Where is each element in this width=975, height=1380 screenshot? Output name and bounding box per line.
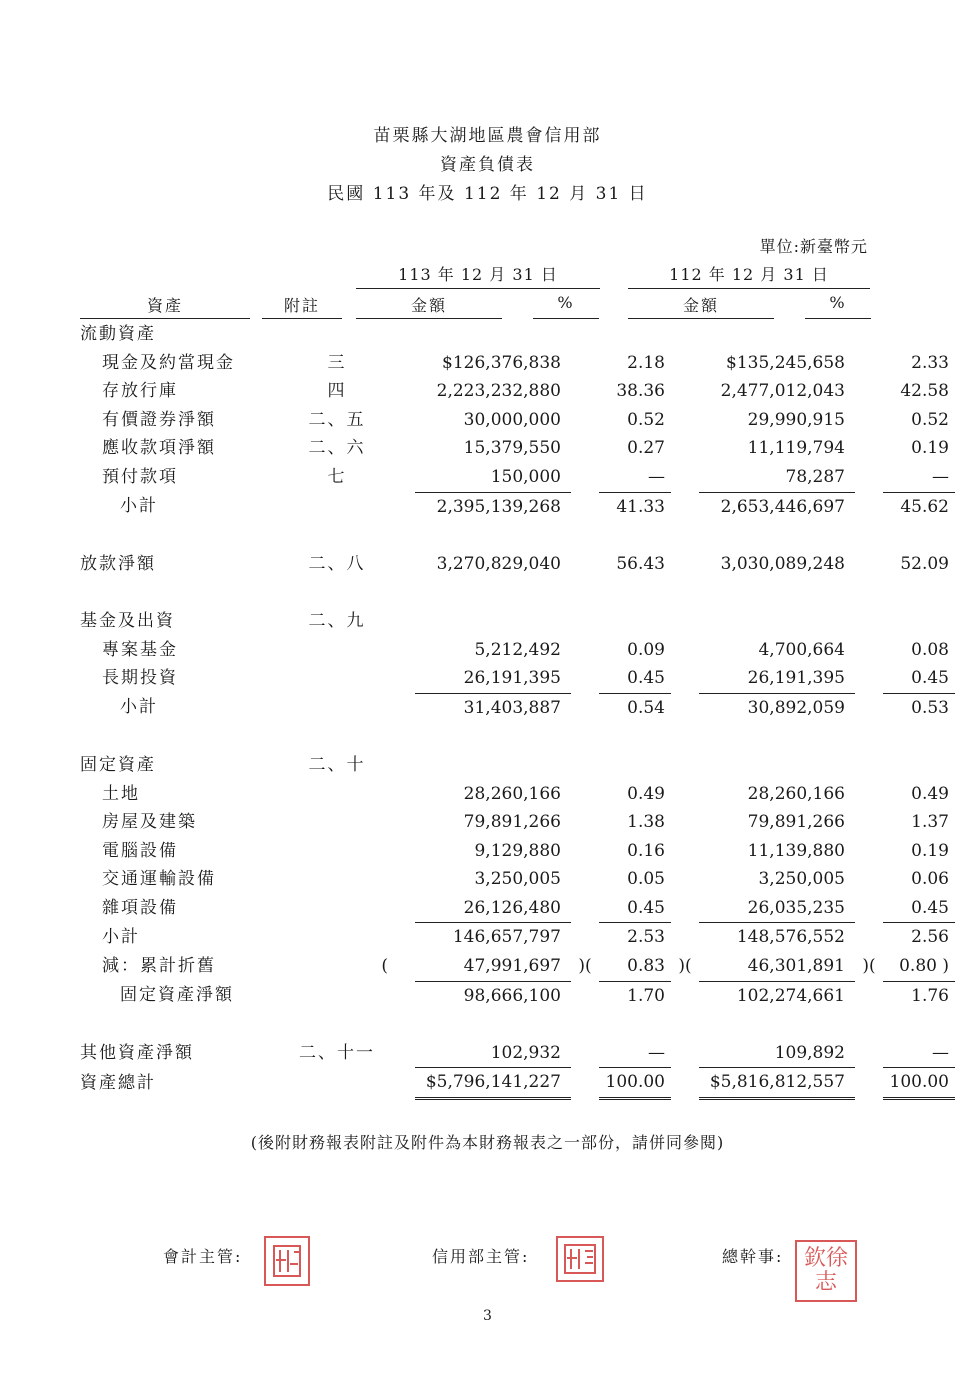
pct-112: 0.08 xyxy=(911,639,949,660)
amount-112: 46,301,891 xyxy=(747,956,845,977)
row-special-fund xyxy=(80,636,955,665)
pct-112: 2.56 xyxy=(883,923,955,952)
col-header-112: 112 年 12 月 31 日 xyxy=(669,265,829,284)
label: 有價證券淨額 xyxy=(102,409,216,430)
pct-112: 42.58 xyxy=(900,381,949,402)
amount-113: 3,270,829,040 xyxy=(436,553,561,574)
pct-113: 41.33 xyxy=(599,492,671,521)
amount-113: 3,250,005 xyxy=(474,869,561,890)
pct-113: 0.49 xyxy=(627,783,665,804)
label: 流動資產 xyxy=(80,324,156,344)
amount-112: 3,030,089,248 xyxy=(720,553,845,574)
general-manager-seal: 欽徐志 xyxy=(795,1240,857,1302)
row-receivable xyxy=(80,434,955,463)
pct-112: 45.62 xyxy=(883,492,955,521)
currency-unit: 單位:新臺幣元 xyxy=(759,237,868,256)
amount-113: 30,000,000 xyxy=(463,409,561,430)
sig-accountant-label: 會計主管: xyxy=(163,1247,243,1266)
row-computer xyxy=(80,837,955,866)
pct-113: 100.00 xyxy=(599,1068,671,1099)
label: 小計 xyxy=(120,496,158,517)
amount-112: 3,250,005 xyxy=(758,869,845,890)
amount-112: 148,576,552 xyxy=(699,923,855,952)
note: 二、八 xyxy=(308,553,366,574)
amount-113: 15,379,550 xyxy=(463,438,561,459)
note: 七 xyxy=(327,467,347,488)
amount-112: 4,700,664 xyxy=(758,639,845,660)
row-prepay xyxy=(80,463,955,492)
row-longterm-investment xyxy=(80,664,955,693)
label: 固定資產淨額 xyxy=(120,985,234,1006)
pct-113: 0.45 xyxy=(627,897,665,918)
header-pct-113: % xyxy=(557,293,575,312)
amount-112: 11,139,880 xyxy=(747,840,845,861)
amount-113: 9,129,880 xyxy=(474,840,561,861)
amount-112: 78,287 xyxy=(785,466,845,487)
label: 放款淨額 xyxy=(80,553,156,574)
note: 二、六 xyxy=(308,438,366,459)
amount-113: 47,991,697 xyxy=(463,956,561,977)
amount-113: 26,191,395 xyxy=(463,668,561,689)
note: 二、九 xyxy=(308,610,366,631)
amount-113: 150,000 xyxy=(490,466,561,487)
pct-112: 0.45 xyxy=(911,668,949,689)
label: 長期投資 xyxy=(102,668,178,689)
amount-112: 2,477,012,043 xyxy=(720,381,845,402)
pct-112: 0.19 xyxy=(911,438,949,459)
row-building xyxy=(80,808,955,837)
pct-113: 0.27 xyxy=(627,438,665,459)
accountant-seal xyxy=(264,1236,310,1286)
pct-113: 38.36 xyxy=(616,381,665,402)
amount-112: 30,892,059 xyxy=(699,693,855,722)
sig-general-manager-label: 總幹事: xyxy=(722,1247,784,1266)
note: 三 xyxy=(327,352,347,373)
row-land xyxy=(80,780,955,809)
pct-113: 2.18 xyxy=(627,352,665,373)
pct-113: 0.09 xyxy=(627,639,665,660)
pct-113: 1.38 xyxy=(627,812,665,833)
amount-112: 102,274,661 xyxy=(699,981,855,1010)
amount-112: 109,892 xyxy=(774,1042,845,1063)
amount-112: 26,191,395 xyxy=(747,668,845,689)
amount-113: 98,666,100 xyxy=(415,981,571,1010)
balance-sheet-table xyxy=(80,320,955,1100)
row-funds xyxy=(80,607,955,636)
pct-112: 0.49 xyxy=(911,783,949,804)
rule-112 xyxy=(628,288,870,289)
row-loans xyxy=(80,550,955,579)
label: 雜項設備 xyxy=(102,898,178,919)
pct-113: 0.05 xyxy=(627,869,665,890)
row-fixed-assets xyxy=(80,751,955,780)
label: 預付款項 xyxy=(102,467,178,488)
pct-112: 0.06 xyxy=(911,869,949,890)
row-fixed-net xyxy=(80,981,955,1010)
amount-113: 26,126,480 xyxy=(463,897,561,918)
pct-112: — xyxy=(932,466,949,487)
pct-112: 52.09 xyxy=(900,553,949,574)
pct-112: 1.37 xyxy=(911,812,949,833)
note: 二、十 xyxy=(308,754,366,775)
label: 其他資產淨額 xyxy=(80,1043,194,1064)
amount-113: 2,395,139,268 xyxy=(415,492,571,521)
pct-112: 0.45 xyxy=(911,897,949,918)
credit-manager-seal xyxy=(556,1236,604,1282)
amount-113: 31,403,887 xyxy=(415,693,571,722)
label: 現金及約當現金 xyxy=(102,352,235,373)
pct-113: 0.45 xyxy=(627,668,665,689)
amount-112: 11,119,794 xyxy=(747,438,845,459)
amount-113: 28,260,166 xyxy=(463,783,561,804)
sig-credit-manager-label: 信用部主管: xyxy=(432,1247,530,1266)
amount-112: 29,990,915 xyxy=(747,409,845,430)
note: 二、十一 xyxy=(299,1043,375,1064)
label: 房屋及建築 xyxy=(102,812,197,833)
pct-112: 0.80 ) xyxy=(899,956,949,977)
label: 電腦設備 xyxy=(102,840,178,861)
header-item: 資產 xyxy=(146,296,183,315)
pct-113: 0.16 xyxy=(627,840,665,861)
row-other-assets xyxy=(80,1039,955,1068)
pct-112: — xyxy=(932,1042,949,1063)
row-transport xyxy=(80,865,955,894)
header-amount-113: 金額 xyxy=(410,296,447,315)
header-amount-112: 金額 xyxy=(682,296,719,315)
header-note: 附註 xyxy=(283,296,320,315)
pct-113: 0.83 xyxy=(627,956,665,977)
col-header-113: 113 年 12 月 31 日 xyxy=(398,265,558,284)
label: 減：累計折舊 xyxy=(102,956,216,977)
amount-112: 2,653,446,697 xyxy=(699,492,855,521)
row-cash xyxy=(80,349,955,378)
row-total-assets xyxy=(80,1068,955,1099)
row-funds-subtotal xyxy=(80,693,955,722)
amount-113: 102,932 xyxy=(490,1042,561,1063)
amount-113: $126,376,838 xyxy=(442,352,561,373)
row-current-subtotal xyxy=(80,492,955,521)
label: 交通運輸設備 xyxy=(102,869,216,890)
row-deposit xyxy=(80,377,955,406)
rule-113 xyxy=(356,288,600,289)
amount-113: 2,223,232,880 xyxy=(436,381,561,402)
pct-112: 100.00 xyxy=(883,1068,955,1099)
label: 專案基金 xyxy=(102,639,178,660)
note: 四 xyxy=(327,381,347,402)
pct-112: 0.52 xyxy=(911,409,949,430)
pct-113: 2.53 xyxy=(599,923,671,952)
pct-112: 1.76 xyxy=(883,981,955,1010)
header-pct-112: % xyxy=(829,293,847,312)
row-current-assets xyxy=(80,320,955,349)
label: 基金及出資 xyxy=(80,610,175,631)
label: 小計 xyxy=(120,697,158,718)
pct-113: 0.54 xyxy=(599,693,671,722)
label: 應收款項淨額 xyxy=(102,438,216,459)
label: 固定資產 xyxy=(80,754,156,775)
label: 資產總計 xyxy=(80,1072,156,1093)
pct-113: 0.52 xyxy=(627,409,665,430)
row-securities xyxy=(80,406,955,435)
row-fixed-subtotal xyxy=(80,923,955,952)
report-title: 資產負債表 xyxy=(440,155,535,175)
amount-112: $135,245,658 xyxy=(726,352,845,373)
note: 二、五 xyxy=(308,409,366,430)
amount-112: $5,816,812,557 xyxy=(699,1068,855,1099)
pct-112: 0.19 xyxy=(911,840,949,861)
amount-112: 79,891,266 xyxy=(747,812,845,833)
page-number: 3 xyxy=(483,1308,492,1324)
pct-112: 2.33 xyxy=(911,352,949,373)
amount-113: $5,796,141,227 xyxy=(415,1068,571,1099)
row-depreciation: 減：累計折舊 ( 47,991,697 )( 0.83 )( 46,301,891 )( 0.80 ) xyxy=(80,952,955,981)
pct-113: 1.70 xyxy=(599,981,671,1010)
org-name: 苗栗縣大湖地區農會信用部 xyxy=(373,126,602,146)
report-period: 民國 113 年及 112 年 12 月 31 日 xyxy=(327,184,648,204)
label: 小計 xyxy=(102,927,140,948)
label: 存放行庫 xyxy=(102,381,178,402)
pct-112: 0.53 xyxy=(883,693,955,722)
amount-113: 146,657,797 xyxy=(415,923,571,952)
pct-113: — xyxy=(648,1042,665,1063)
pct-113: — xyxy=(648,466,665,487)
row-misc-equipment xyxy=(80,894,955,923)
amount-112: 26,035,235 xyxy=(747,897,845,918)
label: 土地 xyxy=(102,783,140,804)
amount-112: 28,260,166 xyxy=(747,783,845,804)
amount-113: 79,891,266 xyxy=(463,812,561,833)
footnote: (後附財務報表附註及附件為本財務報表之一部份，請併同參閱) xyxy=(250,1133,725,1152)
amount-113: 5,212,492 xyxy=(474,639,561,660)
pct-113: 56.43 xyxy=(616,553,665,574)
